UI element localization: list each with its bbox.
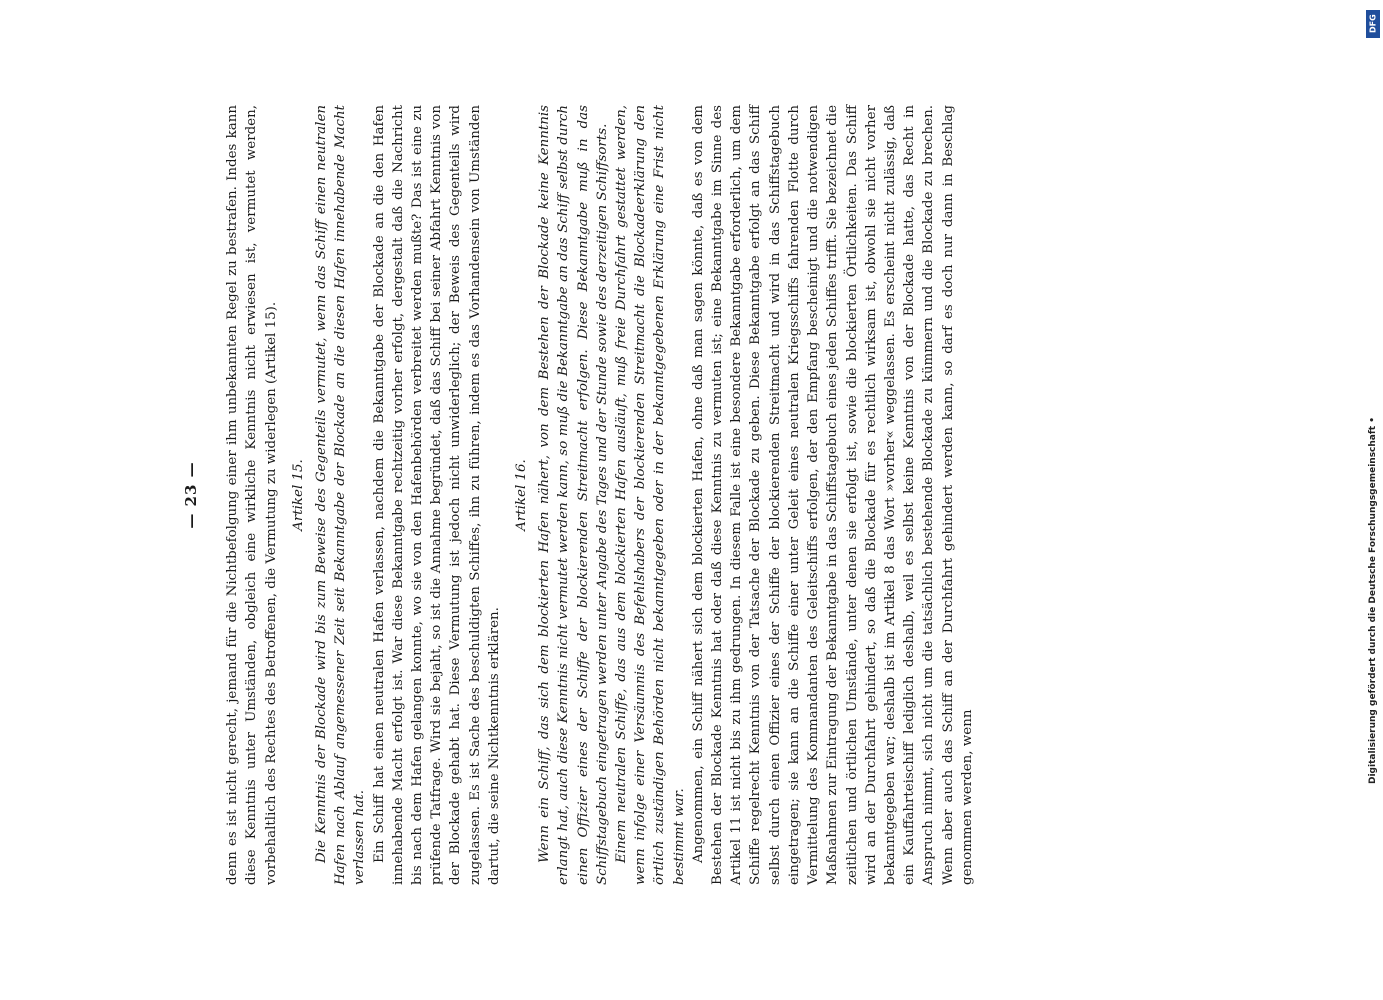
article-16-text-2: Einem neutralen Schiffe, das aus dem blockierten Hafen ausläuft, muß freie Durchfahrt gestattet werden, wenn infolge einer Versäumnis des Befehlshabers der blockierenden Streitmacht die Blockadeerklärung den örtlich zuständigen Behörden nicht bekanntgegeben oder in der bekanntgegebenen Erklärung eine Frist nicht bestimmt war.: [614, 105, 687, 885]
digitization-credit: Digitalisierung gefördert durch die Deutsche Forschungsgemeinschaft •: [1368, 417, 1378, 784]
article-15-commentary: Ein Schiff hat einen neutralen Hafen verlassen, nachdem die Bekanntgabe der Blockade an die den Hafen innehabende Macht erfolgt ist. War diese Bekanntgabe rechtzeitig vorher erfolgt, dergestalt daß die Nachricht bis nach dem Hafen gelangen konnte, wo sie von den Hafenbehörden verbreitet werden mußte? Das ist eine zu prüfende Tatfrage. Wird sie bejaht, so ist die Annahme begründet, daß das Schiff bei seiner Abfahrt Kenntnis von der Blockade gehabt hat. Diese Vermutung ist jedoch nicht unwiderleglich; der Beweis des Gegenteils wird zugelassen. Es ist Sache des beschuldigten Schiffes, ihn zu führen, indem es das Vorhandensein von Umständen dartut, die seine Nichtkenntnis erklären.: [371, 105, 502, 885]
page-number: — 23 —: [182, 461, 200, 529]
rotated-page: [182, 105, 975, 885]
article-15-text: Die Kenntnis der Blockade wird bis zum Beweise des Gegenteils vermutet, wenn das Schiff einen neutralen Hafen nach Ablauf angemessener Zeit seit Bekanntgabe der Blockade an die diesen Hafen innehabende Macht verlassen hat.: [314, 105, 368, 885]
article-16-commentary: Angenommen, ein Schiff nähert sich dem blockierten Hafen, ohne daß man sagen könnte, daß es von dem Bestehen der Blockade Kenntnis hat oder daß diese Kenntnis zu vermuten ist; eine Bekanntgabe im Sinne des Artikel 11 ist nicht bis zu ihm gedrungen. In diesem Falle ist eine besondere Bekanntgabe erforderlich, um dem Schiffe regelrecht Kenntnis von der Tatsache der Blockade zu geben. Diese Bekanntgabe erfolgt an das Schiff selbst durch einen Offizier eines der Schiffe der blockierenden Streitmacht und wird in das Schiffstagebuch eingetragen; sie kann an die Schiffe einer unter Geleit eines neutralen Kriegsschiffs fahrenden Flotte durch Vermittelung des Kommandanten des Geleitschiffs erfolgen, der den Empfang bescheinigt und die notwendigen Maßnahmen zur Eintragung der Bekanntgabe in das Schiffstagebuch eines jeden Schiffes trifft. Sie bezeichnet die zeitlichen und örtlichen Umstände, unter denen sie erfolgt ist, sowie die blockierten Örtlichkeiten. Das Schiff wird an der Durchfahrt gehindert, so daß die Blockade für es rechtlich wirksam ist, obwohl sie nicht vorher bekanntgegeben war; deshalb ist im Artikel 8 das Wort »vorher« weggelassen. Es erscheint nicht zulässig, daß ein Kauffahrteischiff lediglich deshalb, weil es selbst keine Kenntnis von der Blockade hatte, das Recht in Anspruch nimmt, sich nicht um die tatsächlich bestehende Blockade zu kümmern und die Blockade zu brechen. Wenn aber auch das Schiff an der Durchfahrt gehindert werden kann, so darf es doch nur dann in Beschlag genommen werden, wenn: [690, 105, 975, 885]
dfg-logo: DFG: [1366, 10, 1380, 38]
article-16-text-1: Wenn ein Schiff, das sich dem blockierten Hafen nähert, von dem Bestehen der Blockade keine Kenntnis erlangt hat, auch diese Kenntnis nicht vermutet werden kann, so muß die Bekanntgabe an das Schiff selbst durch einen Offizier eines der Schiffe der blockierenden Streitmacht erfolgen. Diese Bekanntgabe muß in das Schiffstagebuch eingetragen werden unter Angabe des Tages und der Stunde sowie des derzeitigen Schiffsorts.: [537, 105, 610, 885]
article-15-heading: Artikel 15.: [290, 459, 306, 531]
intro-paragraph: denn es ist nicht gerecht, jemand für die Nichtbefolgung einer ihm unbekannten Regel zu bestrafen. Indes kann diese Kenntnis unter Umständen, obgleich eine wirkliche Kenntnis nicht erwiesen ist, vermutet werden, vorbehaltlich des Rechtes des Betroffenen, die Vermutung zu widerlegen (Artikel 15).: [225, 105, 279, 885]
article-16-heading: Artikel 16.: [514, 459, 530, 531]
